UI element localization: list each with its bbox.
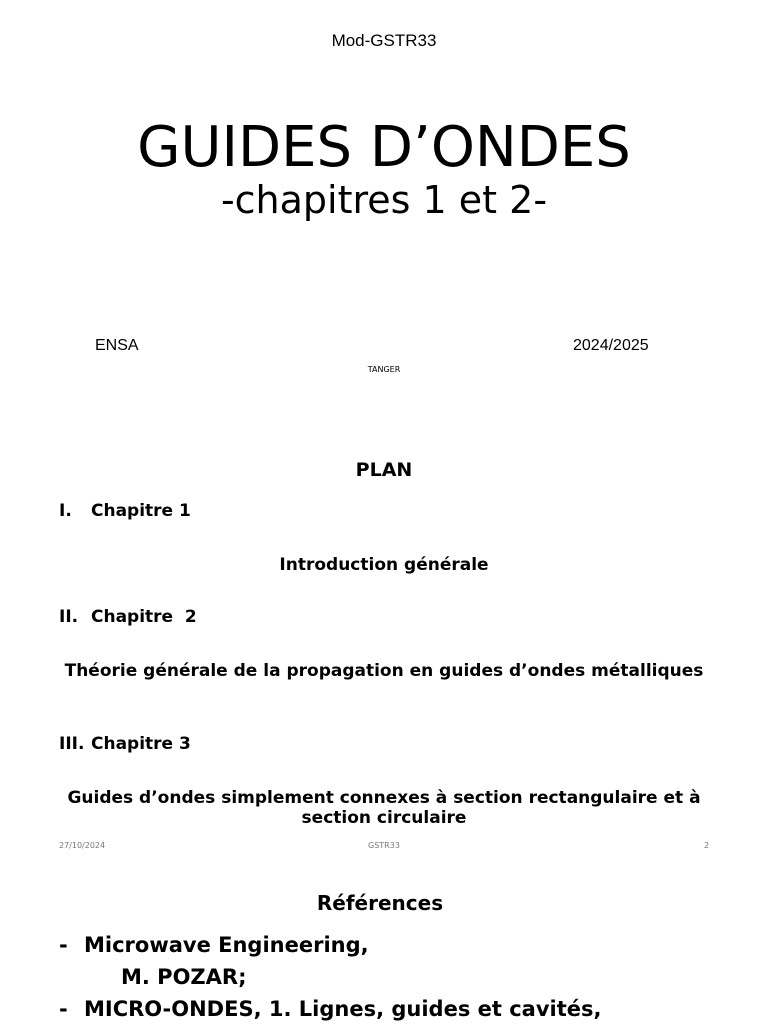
- chapter-number: II.: [59, 607, 79, 627]
- reference-dash: -: [59, 997, 68, 1021]
- course-code: Mod-GSTR33: [331, 31, 437, 50]
- chapter-number: III.: [59, 734, 85, 754]
- reference-item: [59, 997, 601, 1021]
- footer-page-number: 2: [704, 841, 710, 850]
- chapter-description: Théorie générale de la propagation en guides d’ondes métalliques: [64, 661, 704, 681]
- plan-title: PLAN: [355, 459, 413, 481]
- chapter-heading: [59, 501, 191, 521]
- chapter-heading: [59, 607, 197, 627]
- reference-title: Microwave Engineering,: [84, 933, 369, 957]
- school-name: ENSA: [95, 337, 139, 354]
- chapter-number: I.: [59, 501, 72, 521]
- chapter-label: Chapitre 1: [91, 501, 191, 521]
- references-title: Références: [316, 891, 444, 915]
- chapter-heading: [59, 734, 191, 754]
- chapter-description: Introduction générale: [279, 555, 489, 575]
- chapter-label: Chapitre 2: [91, 607, 197, 627]
- chapter-label: Chapitre 3: [91, 734, 191, 754]
- academic-year: 2024/2025: [573, 337, 649, 354]
- footer-date: 27/10/2024: [59, 841, 106, 850]
- reference-item: [59, 933, 369, 957]
- subtitle: -chapitres 1 et 2-: [220, 178, 548, 222]
- main-title: GUIDES D’ONDES: [137, 115, 631, 180]
- reference-dash: -: [59, 933, 68, 957]
- chapter-description: Guides d’ondes simplement connexes à section rectangulaire et à section circulaire: [67, 788, 701, 828]
- school-city: TANGER: [367, 365, 401, 374]
- reference-title: MICRO-ONDES, 1. Lignes, guides et cavités,: [84, 997, 602, 1021]
- reference-author: M. POZAR;: [121, 965, 247, 989]
- footer-course-code: GSTR33: [368, 841, 400, 850]
